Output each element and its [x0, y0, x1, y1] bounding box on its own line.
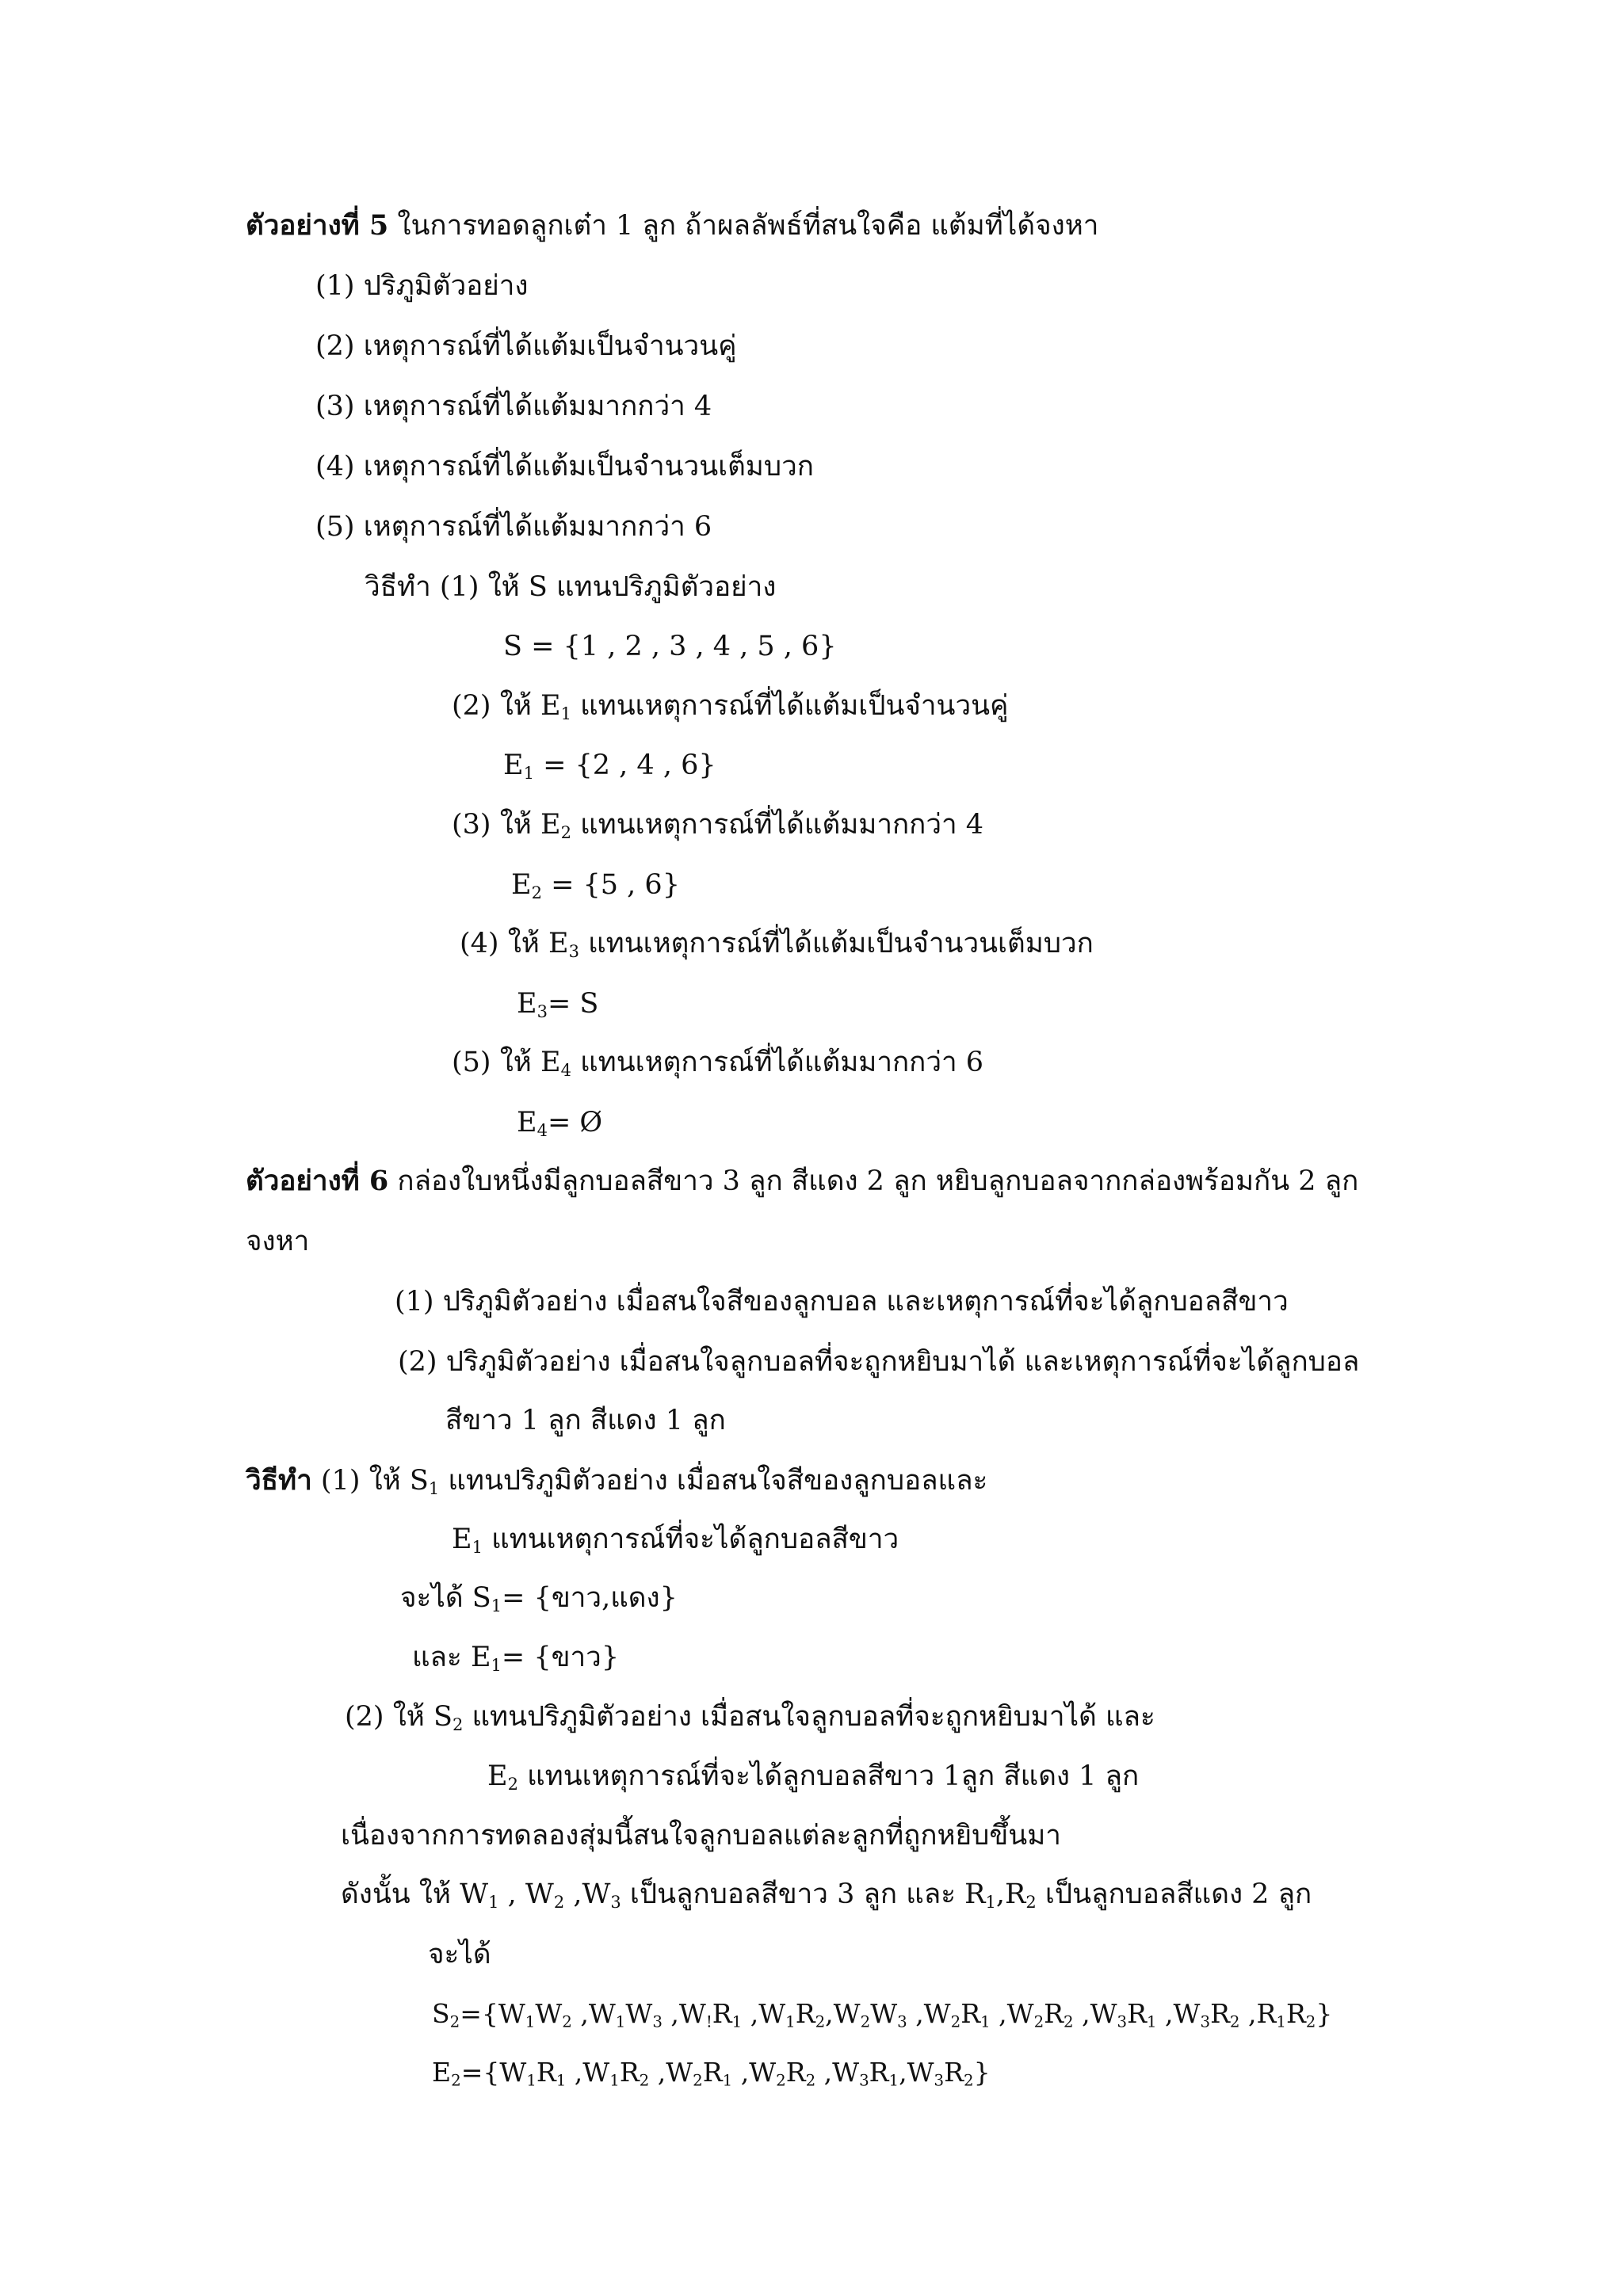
example-5-solution-1: วิธีทำ (1) ให้ S แทนปริภูมิตัวอย่าง — [365, 571, 777, 603]
example-6-statement-cont: จงหา — [246, 1226, 310, 1257]
example-6-heading — [246, 1165, 1358, 1198]
example-6-solution-2: (2) ให้ $S_2$ แทนปริภูมิตัวอย่าง เมื่อสนใจลูกบอลที่จะถูกหยิบมาได้ และ — [345, 1701, 1155, 1734]
example-6-question-2-cont: สีขาว 1 ลูก สีแดง 1 ลูก — [445, 1405, 726, 1436]
example-6-explanation: เนื่องจากการทดลองสุ่มนี้สนใจลูกบอลแต่ละลูกที่ถูกหยิบขึ้นมา — [341, 1820, 1061, 1852]
sample-space-equation: S = {1 , 2 , 3 , 4 , 5 , 6} — [503, 631, 837, 662]
example-6-solution-1-event: $E_1$ แทนเหตุการณ์ที่จะได้ลูกบอลสีขาว — [452, 1524, 899, 1557]
example-6-label: ตัวอย่างที่ 6 — [246, 1165, 389, 1197]
example-5-item-2: (2) เหตุการณ์ที่ได้แต้มเป็นจำนวนคู่ — [315, 330, 737, 362]
event-e3-equation: $E_3= S$ — [517, 988, 599, 1021]
solution-label: วิธีทำ — [246, 1464, 312, 1497]
sample-space-s1-equation: จะได้ $S_1=$ {ขาว,แดง} — [400, 1582, 678, 1615]
example-6-solution-1: วิธีทำ (1) ให้ $S_1$ แทนปริภูมิตัวอย่าง เมื่อสนใจสีของลูกบอลและ — [246, 1464, 988, 1498]
example-5-solution-4: (4) ให้ $E_3$ แทนเหตุการณ์ที่ได้แต้มเป็นจำนวนเต็มบวก — [460, 928, 1094, 961]
example-5-solution-2: (2) ให้ $E_1$ แทนเหตุการณ์ที่ได้แต้มเป็นจำนวนคู่ — [452, 690, 1009, 723]
example-5-solution-3: (3) ให้ $E_2$ แทนเหตุการณ์ที่ได้แต้มมากกว่า 4 — [452, 809, 984, 842]
example-5-item-3: (3) เหตุการณ์ที่ได้แต้มมากกว่า 4 — [315, 391, 712, 422]
example-6-result-intro: จะได้ — [428, 1939, 491, 1970]
solution-label: วิธีทำ — [365, 571, 431, 603]
example-5-statement: ในการทอดลูกเต๋า 1 ลูก ถ้าผลลัพธ์ที่สนใจคือ แต้มที่ได้จงหา — [388, 210, 1099, 242]
example-5-label: ตัวอย่างที่ 5 — [246, 209, 389, 242]
example-6-question-1: (1) ปริภูมิตัวอย่าง เมื่อสนใจสีของลูกบอล และเหตุการณ์ที่จะได้ลูกบอลสีขาว — [395, 1286, 1289, 1318]
example-6-question-2: (2) ปริภูมิตัวอย่าง เมื่อสนใจลูกบอลที่จะถูกหยิบมาได้ และเหตุการณ์ที่จะได้ลูกบอล — [398, 1346, 1360, 1378]
example-5-item-4: (4) เหตุการณ์ที่ได้แต้มเป็นจำนวนเต็มบวก — [315, 451, 814, 482]
event-e1-equation: $E_1 = \{2$ , 4 , 6} — [503, 749, 716, 783]
event-e2-equation: $E_2 = \{5$ , 6} — [511, 869, 680, 902]
example-6-statement: กล่องใบหนึ่งมีลูกบอลสีขาว 3 ลูก สีแดง 2 ลูก หยิบลูกบอลจากกล่องพร้อมกัน 2 ลูก — [388, 1165, 1359, 1197]
example-5-solution-5: (5) ให้ $E_4$ แทนเหตุการณ์ที่ได้แต้มมากกว่า 6 — [452, 1047, 984, 1080]
event-e4-equation: $E_4=$ Ø — [517, 1107, 603, 1140]
event-e2-equation: $E_2=\{W_1R_1$ $,W_1R_2$ $,W_2R_1$ $,W_2R_2$ $,W_3R_1,W_3R_2$} — [432, 2057, 991, 2090]
example-5-heading — [246, 209, 1098, 242]
sample-space-s2-equation: $S_2=\{W_1W_2$ $,W_1W_3$ $,W_!R_1$ $,W_1R_2,W_2W_3$ $,W_2R_1$ $,W_2R_2$ $,W_3R_1$ $,W_3R_2$ $,R_1R_2$} — [432, 1998, 1333, 2031]
example-5-item-5: (5) เหตุการณ์ที่ได้แต้มมากกว่า 6 — [315, 511, 712, 543]
example-5-item-1: (1) ปริภูมิตัวอย่าง — [315, 270, 529, 302]
example-6-solution-2-event: $E_2$ แทนเหตุการณ์ที่จะได้ลูกบอลสีขาว 1ลูก สีแดง 1 ลูก — [487, 1760, 1140, 1794]
event-e1-white-equation: และ $E_1=$ {ขาว} — [412, 1642, 620, 1675]
example-6-ball-labels: ดังนั้น ให้ $W_1$ , $W_2$ $,W_3$ เป็นลูกบอลสีขาว 3 ลูก และ $R_1,R_2$ เป็นลูกบอลสีแดง 2 ลูก — [341, 1878, 1312, 1912]
